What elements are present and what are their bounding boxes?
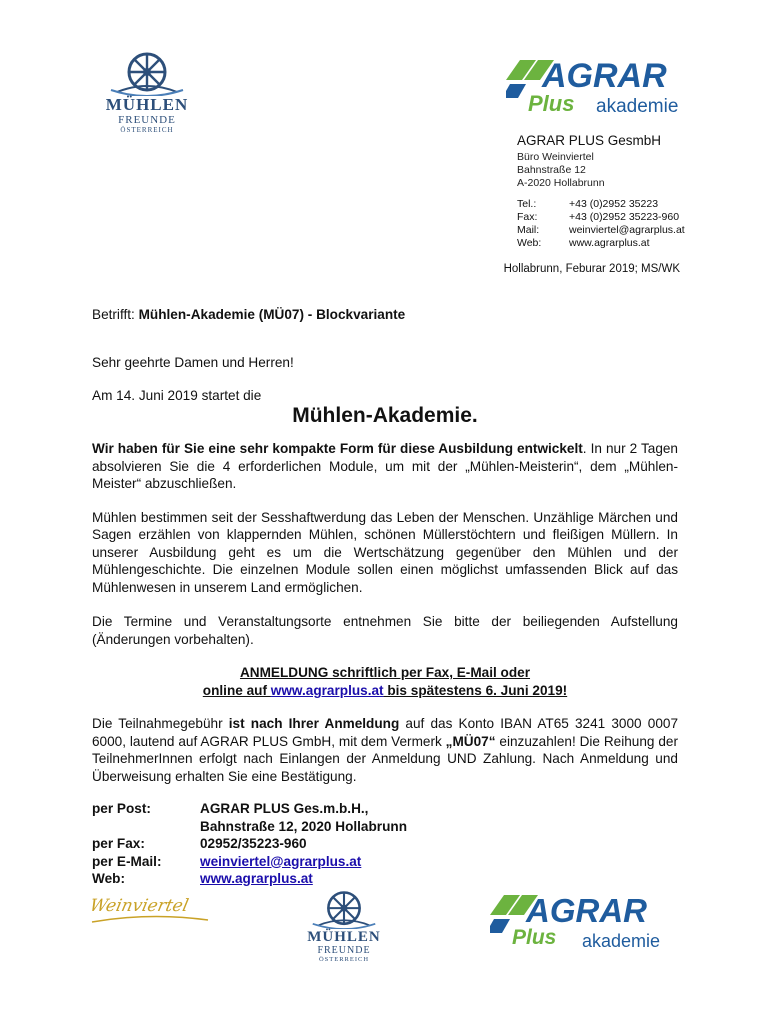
contact-post: per Post: AGRAR PLUS Ges.m.b.H., (92, 801, 369, 816)
subject-line (92, 307, 405, 322)
anmeldung-link[interactable]: www.agrarplus.at (270, 683, 384, 698)
contact-fax-line: per Fax: 02952/35223-960 (92, 836, 307, 851)
footer-logo-tagline: ÖSTERREICH (318, 956, 370, 963)
contact-fax: Fax: +43 (0)2952 35223-960 (517, 211, 680, 223)
agrar-wordmark: AGRAR (542, 57, 667, 95)
mill-wheel-icon (109, 50, 185, 96)
contact-block: per Post: AGRAR PLUS Ges.m.b.H., Bahnstraße 12, 2020 Hollabrunn per Fax: 02952/35223-960 per E-Mail: weinviertel@agrarplus.at Web: www.agrarplus.at (92, 800, 678, 888)
footer-agrar-wordmark: AGRAR (526, 892, 647, 929)
sender-line2: Bahnstraße 12 (517, 164, 586, 176)
web-link[interactable]: www.agrarplus.at (200, 871, 313, 886)
agrarplus-logo (506, 58, 696, 122)
akademie-wordmark: akademie (596, 96, 679, 117)
mill-wheel-icon (311, 889, 377, 929)
footer-agrarplus-logo (490, 893, 680, 953)
email-link[interactable]: weinviertel@agrarplus.at (200, 853, 362, 869)
subject-prefix: Betrifft: (92, 307, 139, 322)
date-line: Hollabrunn, Feburar 2019; MS/WK (503, 263, 680, 275)
intro-line: Am 14. Juni 2019 startet die (92, 388, 262, 403)
plus-wordmark: Plus (528, 91, 575, 116)
logo-title: MÜHLEN (105, 95, 189, 114)
sender-block (517, 133, 737, 250)
footer-logo-subtitle: FREUNDE (317, 945, 371, 956)
contact-mail-line: per E-Mail: weinviertel@agrarplus.at (92, 853, 362, 869)
anmeldung-line2: online auf www.agrarplus.at bis spätestens 6. Juni 2019! (202, 683, 568, 698)
salutation: Sehr geehrte Damen und Herren! (92, 355, 294, 370)
anmeldung-block (92, 664, 678, 700)
paragraph-4: Die Teilnahmegebühr ist nach Ihrer Anmeldung auf das Konto IBAN AT65 3241 3000 0007 6000, lautend auf AGRAR PLUS GmbH, mit dem Vermerk „MÜ07“ einzuzahlen! Die Reihung der TeilnehmerInnen erfolgt nach Einlangen der Anmeldung UND Zahlung. Nach Anmeldung und Überweisung erhalten Sie eine Bestätigung. (92, 716, 679, 784)
swoosh-icon (90, 914, 210, 924)
logo-subtitle: FREUNDE (118, 114, 176, 126)
footer-plus-wordmark: Plus (512, 926, 557, 949)
anmeldung-line1: ANMELDUNG schriftlich per Fax, E-Mail oder (239, 665, 531, 680)
contact-mail: Mail: weinviertel@agrarplus.at (517, 224, 685, 236)
sender-company: AGRAR PLUS GesmbH (517, 133, 662, 148)
footer-akademie-wordmark: akademie (582, 931, 661, 951)
contact-web: Web: www.agrarplus.at (517, 237, 650, 249)
weinviertel-wordmark: Weinviertel (87, 896, 191, 916)
contact-tel: Tel.: +43 (0)2952 35223 (517, 198, 659, 210)
paragraph-2: Mühlen bestimmen seit der Sesshaftwerdung das Leben der Menschen. Unzählige Märchen und Sagen erzählen von klappernden Mühlen, schönen Müllerstöchtern und fleißigen Müllern. In unserer Ausbildung geht es um die Wertschätzung gegenüber den Mühlen und der Mühlengeschichte. Die einzelnen Module sollen einen möglichst umfassenden Blick auf das Mühlenwesen in unserem Land ermöglichen. (92, 509, 678, 595)
weinviertel-logo (87, 896, 210, 926)
headline: Mühlen-Akademie. (292, 404, 478, 427)
muehlenfreunde-logo (92, 50, 202, 135)
sender-line1: Büro Weinviertel (517, 151, 594, 163)
footer-muehlenfreunde-logo (289, 889, 399, 964)
paragraph-3: Die Termine und Veranstaltungsorte entnehmen Sie bitte der beiliegenden Aufstellung (Änderungen vorbehalten). (92, 614, 678, 647)
subject-text: Mühlen-Akademie (MÜ07) - Blockvariante (138, 307, 406, 322)
letter-body (92, 440, 678, 888)
contact-web-line: Web: www.agrarplus.at (92, 871, 313, 886)
paragraph-1: Wir haben für Sie eine sehr kompakte Form für diese Ausbildung entwickelt. In nur 2 Tagen absolvieren Sie die 4 erforderlichen Module, um mit der „Mühlen-Meisterin“, dem „Mühlen-Meister“ abzuschließen. (92, 441, 678, 491)
footer-logo-title: MÜHLEN (307, 929, 381, 945)
sender-line3: A-2020 Hollabrunn (517, 177, 605, 189)
logo-tagline: ÖSTERREICH (120, 126, 174, 134)
